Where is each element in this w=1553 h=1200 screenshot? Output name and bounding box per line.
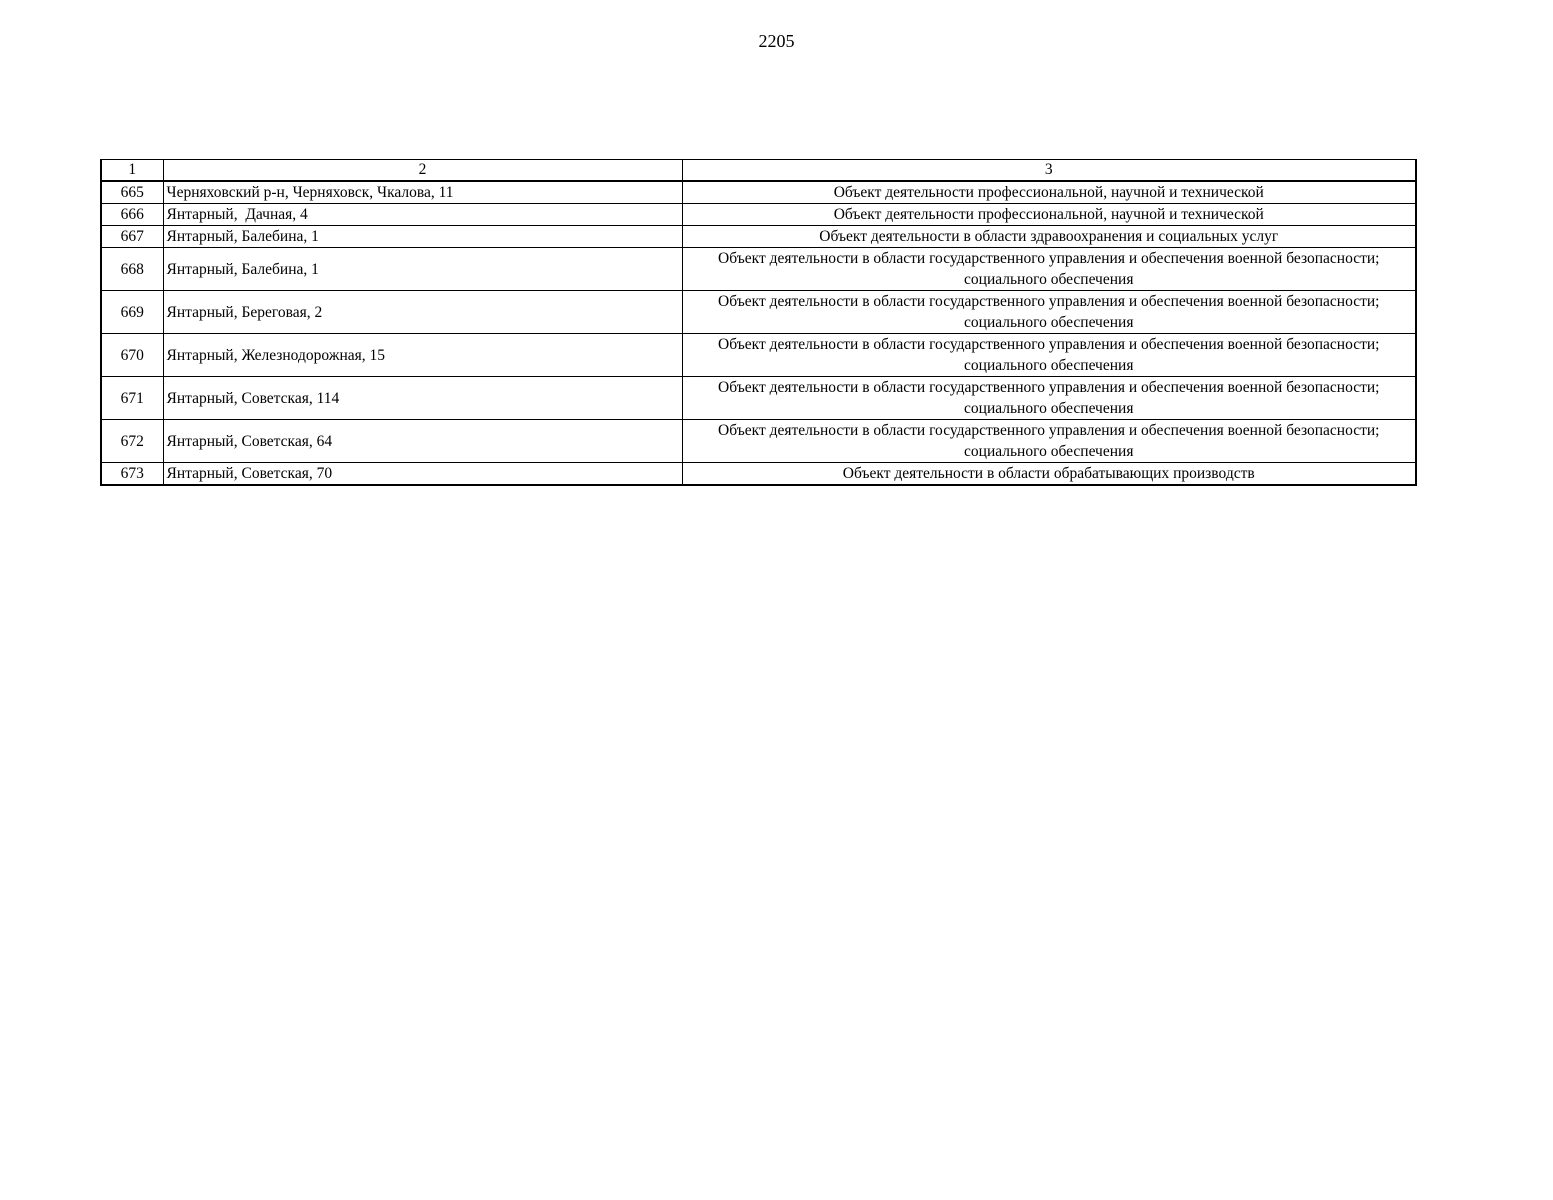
- row-address: Янтарный, Железнодорожная, 15: [163, 334, 682, 377]
- row-purpose: Объект деятельности в области здравоохранения и социальных услуг: [682, 226, 1416, 248]
- table-row: [101, 334, 1416, 377]
- header-cell-num: 1: [101, 160, 163, 182]
- row-number: 672: [101, 420, 163, 463]
- row-purpose: Объект деятельности в области государственного управления и обеспечения военной безопасности; социального обеспечения: [682, 334, 1416, 377]
- table-row: [101, 181, 1416, 204]
- row-number: 667: [101, 226, 163, 248]
- row-purpose: Объект деятельности профессиональной, научной и технической: [682, 204, 1416, 226]
- table-row: [101, 463, 1416, 486]
- row-address: Янтарный, Советская, 70: [163, 463, 682, 486]
- row-number: 671: [101, 377, 163, 420]
- row-purpose: Объект деятельности в области обрабатывающих производств: [682, 463, 1416, 486]
- registry-table: [100, 159, 1417, 486]
- row-purpose: Объект деятельности в области государственного управления и обеспечения военной безопасности; социального обеспечения: [682, 377, 1416, 420]
- row-number: 668: [101, 248, 163, 291]
- row-address: Янтарный, Дачная, 4: [163, 204, 682, 226]
- table-row: [101, 291, 1416, 334]
- row-address: Янтарный, Советская, 64: [163, 420, 682, 463]
- header-cell-address: 2: [163, 160, 682, 182]
- table-row: [101, 420, 1416, 463]
- table-row: [101, 226, 1416, 248]
- table-row: [101, 204, 1416, 226]
- row-number: 669: [101, 291, 163, 334]
- table-row: [101, 377, 1416, 420]
- row-number: 670: [101, 334, 163, 377]
- row-purpose: Объект деятельности в области государственного управления и обеспечения военной безопасности; социального обеспечения: [682, 291, 1416, 334]
- row-address: Янтарный, Советская, 114: [163, 377, 682, 420]
- row-purpose: Объект деятельности в области государственного управления и обеспечения военной безопасности; социального обеспечения: [682, 248, 1416, 291]
- table-row: [101, 248, 1416, 291]
- header-cell-purpose: 3: [682, 160, 1416, 182]
- row-number: 673: [101, 463, 163, 486]
- row-number: 665: [101, 181, 163, 204]
- page-number: 2205: [758, 31, 795, 51]
- table-header-row: [101, 160, 1416, 182]
- row-number: 666: [101, 204, 163, 226]
- row-purpose: Объект деятельности профессиональной, научной и технической: [682, 181, 1416, 204]
- row-address: Янтарный, Балебина, 1: [163, 226, 682, 248]
- row-address: Черняховский р-н, Черняховск, Чкалова, 11: [163, 181, 682, 204]
- row-purpose: Объект деятельности в области государственного управления и обеспечения военной безопасности; социального обеспечения: [682, 420, 1416, 463]
- row-address: Янтарный, Балебина, 1: [163, 248, 682, 291]
- row-address: Янтарный, Береговая, 2: [163, 291, 682, 334]
